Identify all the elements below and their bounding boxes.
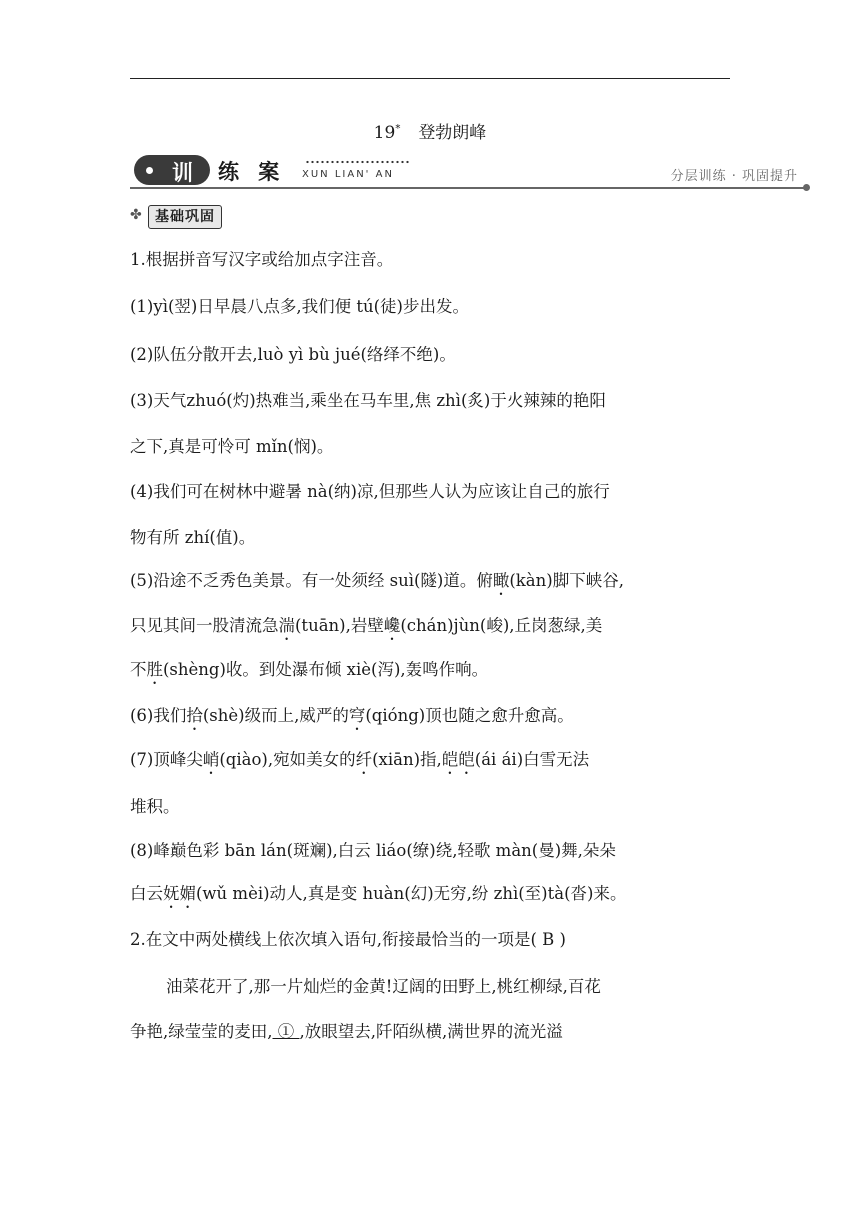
text: 只见其间一股清流急 <box>130 616 279 635</box>
q1-stem: 1.根据拼音写汉字或给加点字注音。 <box>130 250 394 269</box>
dotted-decoration <box>305 160 410 164</box>
q1-item-3-line1: (3)天气zhuó(灼)热难当,乘坐在马车里,焦 zhì(炙)于火辣辣的艳阳 <box>130 391 606 410</box>
banner-title: 练 案 <box>218 160 286 184</box>
q1-item-7-line1 <box>130 746 589 778</box>
banner-pill <box>134 155 210 185</box>
banner-slogan: 分层训练 · 巩固提升 <box>670 169 798 184</box>
q1-item-5-line3 <box>130 656 488 688</box>
dotted-char: 峭 <box>202 750 220 769</box>
banner-pill-char: 训 <box>172 161 193 185</box>
dotted-char: 瞰 <box>492 571 510 590</box>
q1-item-4-line2: 物有所 zhí(值)。 <box>130 528 256 547</box>
lesson-title <box>0 118 860 143</box>
dotted-char: 皑皑 <box>441 750 475 769</box>
q2-stem: 2.在文中两处横线上依次填入语句,衔接最恰当的一项是( B ) <box>130 930 566 949</box>
text: (ái ái)白雪无法 <box>474 750 590 769</box>
q2-passage-line1: 油菜花开了,那一片灿烂的金黄!辽阔的田野上,桃红柳绿,百花 <box>166 977 601 996</box>
text: (6)我们 <box>130 706 187 725</box>
top-rule <box>130 78 730 79</box>
text: (kàn)脚下峡谷, <box>509 571 624 590</box>
dotted-char: 妩媚 <box>163 884 196 903</box>
dotted-char: 拾 <box>186 706 203 725</box>
text: 争艳,绿莹莹的麦田, <box>130 1022 273 1041</box>
text: (xiān)指, <box>372 750 442 769</box>
text: (chán)jùn(峻),丘岗葱绿,美 <box>400 616 603 635</box>
q2-passage-line2 <box>130 1018 563 1042</box>
text: (wǔ mèi)动人,真是变 huàn(幻)无穷,纷 zhì(至)tà(沓)来。 <box>196 884 627 903</box>
section-label: 基础巩固 <box>148 205 222 229</box>
text: (7)顶峰尖 <box>130 750 203 769</box>
text: (5)沿途不乏秀色美景。有一处须经 suì(隧)道。俯 <box>130 571 493 590</box>
banner-end-dot <box>803 184 810 191</box>
q1-item-4-line1: (4)我们可在树林中避暑 nà(纳)凉,但那些人认为应该让自己的旅行 <box>130 482 610 501</box>
text: ,放眼望去,阡陌纵横,满世界的流光溢 <box>299 1022 563 1041</box>
lesson-name: 登勃朗峰 <box>418 123 487 143</box>
dotted-char: 巉 <box>383 616 401 635</box>
q1-item-5-line2 <box>130 612 602 644</box>
q1-item-1: (1)yì(翌)日早晨八点多,我们便 tú(徒)步出发。 <box>130 297 469 316</box>
text: (shèng)收。到处瀑布倾 xiè(泻),轰鸣作响。 <box>163 660 489 679</box>
bullet-icon <box>146 167 153 174</box>
q1-item-5-line1 <box>130 567 624 599</box>
dotted-char: 胜 <box>146 660 163 679</box>
q1-item-2: (2)队伍分散开去,luò yì bù jué(络绎不绝)。 <box>130 345 456 364</box>
q1-item-6 <box>130 702 574 734</box>
text: (qiào),宛如美女的 <box>219 750 356 769</box>
dotted-char: 纤 <box>355 750 373 769</box>
text: (qióng)顶也随之愈升愈高。 <box>365 706 574 725</box>
optional-mark: * <box>395 123 401 135</box>
q1-item-7-line2: 堆积。 <box>130 797 180 816</box>
lesson-number: 19 <box>373 123 396 143</box>
text: 白云 <box>130 884 163 903</box>
training-banner <box>130 151 810 191</box>
q1-item-3-line2: 之下,真是可怜可 mǐn(悯)。 <box>130 437 334 456</box>
flower-icon: ✤ <box>130 207 142 223</box>
dotted-char: 湍 <box>278 616 295 635</box>
text: 不 <box>130 660 147 679</box>
text: (shè)级而上,威严的 <box>202 706 349 725</box>
q1-item-8-line1: (8)峰巅色彩 bān lán(斑斓),白云 liáo(缭)绕,轻歌 màn(曼)舞,朵朵 <box>130 841 616 860</box>
dotted-char: 穹 <box>348 706 366 725</box>
text: (tuān),岩壁 <box>295 616 384 635</box>
blank-1: ① <box>272 1022 300 1041</box>
banner-pinyin: XUN LIAN' AN <box>302 169 394 180</box>
q1-item-8-line2 <box>130 880 626 912</box>
banner-underline <box>130 187 806 189</box>
